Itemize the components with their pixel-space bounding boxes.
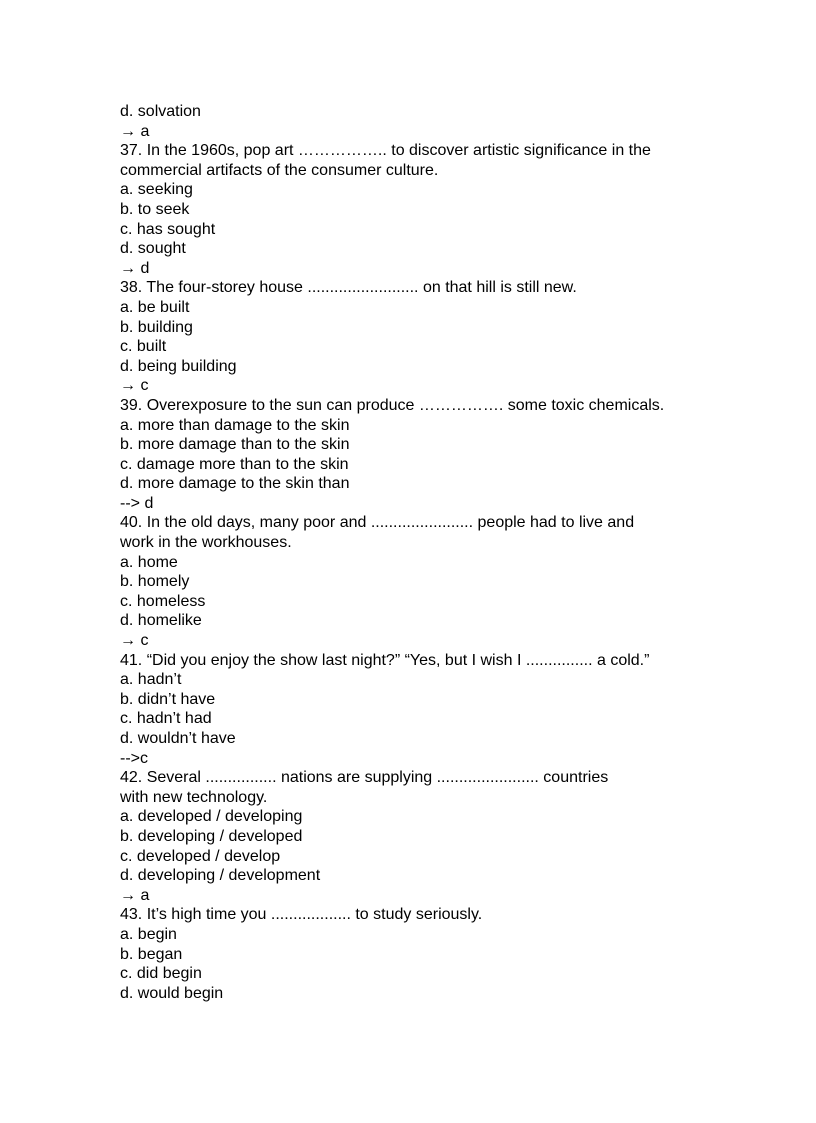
answer-option: b. to seek xyxy=(120,200,190,218)
answer-key: → c xyxy=(120,632,149,650)
answer-option: d. more damage to the skin than xyxy=(120,475,350,493)
answer-option: a. more than damage to the skin xyxy=(120,416,350,434)
answer-option: c. developed / develop xyxy=(120,847,281,865)
answer-option: a. home xyxy=(120,553,178,571)
answer-key: -->c xyxy=(120,749,148,767)
answer-option: b. didn’t have xyxy=(120,690,216,708)
answer-option: b. building xyxy=(120,318,193,336)
answer-option: b. more damage than to the skin xyxy=(120,436,350,454)
question-text: with new technology. xyxy=(120,788,268,806)
answer-key: --> d xyxy=(120,494,154,512)
answer-option: a. developed / developing xyxy=(120,808,303,826)
answer-option: b. began xyxy=(120,945,183,963)
answer-option: b. homely xyxy=(120,573,190,591)
answer-option: c. homeless xyxy=(120,592,206,610)
answer-option: d. solvation xyxy=(120,103,201,120)
answer-key: → a xyxy=(120,886,150,904)
answer-option: d. would begin xyxy=(120,984,224,1002)
answer-option: c. did begin xyxy=(120,965,202,983)
question-text: 42. Several ................ nations are supplying ....................... countries xyxy=(120,769,609,787)
answer-option: c. damage more than to the skin xyxy=(120,455,349,473)
answer-option: d. homelike xyxy=(120,612,202,630)
answer-key: → a xyxy=(120,122,150,140)
question-text: 41. “Did you enjoy the show last night?” “Yes, but I wish I ............... a cold.” xyxy=(120,651,650,669)
question-text: work in the workhouses. xyxy=(120,534,292,552)
answer-option: a. be built xyxy=(120,298,190,316)
answer-option: d. developing / development xyxy=(120,867,321,885)
answer-option: a. begin xyxy=(120,925,177,943)
answer-key: → d xyxy=(120,259,150,277)
answer-option: d. wouldn’t have xyxy=(120,730,236,747)
question-text: 39. Overexposure to the sun can produce ……………. some toxic chemicals. xyxy=(120,396,665,414)
answer-option: c. built xyxy=(120,338,167,356)
question-text: 43. It’s high time you .................. to study seriously. xyxy=(120,906,483,924)
question-text: 37. In the 1960s, pop art …………….. to discover artistic significance in the xyxy=(120,142,651,160)
question-text: 40. In the old days, many poor and ....................... people had to live and xyxy=(120,514,635,532)
document-page xyxy=(120,102,740,1003)
answer-option: b. developing / developed xyxy=(120,827,303,845)
answer-option: c. has sought xyxy=(120,220,216,238)
answer-option: c. hadn’t had xyxy=(120,710,212,728)
answer-option: a. seeking xyxy=(120,181,193,199)
answer-key: → c xyxy=(120,377,149,395)
question-text: commercial artifacts of the consumer culture. xyxy=(120,161,439,179)
question-text: 38. The four-storey house ......................... on that hill is still new. xyxy=(120,279,577,297)
answer-option: d. being building xyxy=(120,357,237,375)
answer-option: d. sought xyxy=(120,240,186,258)
answer-option: a. hadn’t xyxy=(120,671,182,689)
